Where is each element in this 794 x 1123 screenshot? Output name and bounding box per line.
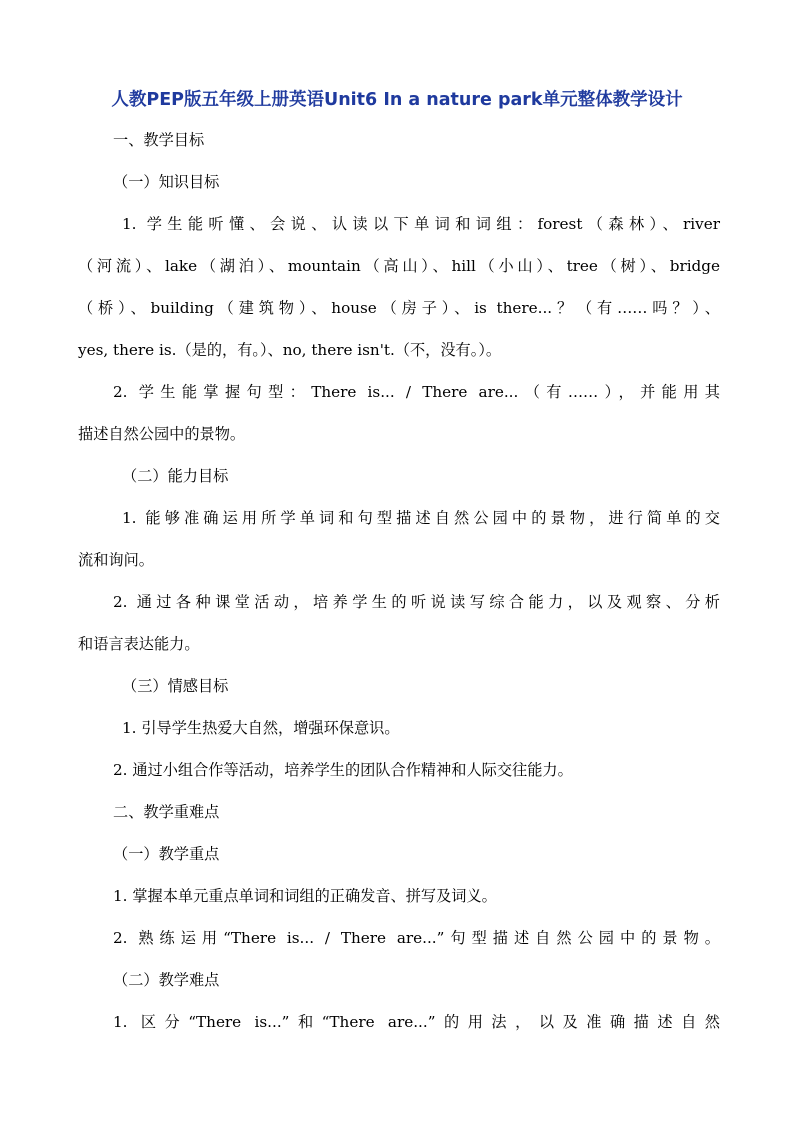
paragraph-line: 2. 通过各种课堂活动，培养学生的听说读写综合能力，以及观察、分析 [113,593,720,611]
section-heading-teaching-goals: 一、教学目标 [113,131,205,149]
paragraph-line: 1. 能够准确运用所学单词和句型描述自然公园中的景物，进行简单的交 [122,509,720,527]
subsection-heading-ability-goals: （二）能力目标 [122,467,229,485]
paragraph-line: （河流）、lake（湖泊）、mountain（高山）、hill（小山）、tree（树）、bridge [78,257,720,275]
section-heading-key-difficult-points: 二、教学重难点 [113,803,220,821]
paragraph-line: 1. 学生能听懂、会说、认读以下单词和词组：forest（森林）、river [122,215,720,233]
paragraph-line: （桥）、building（建筑物）、house（房子）、is there...？（有……吗？）、 [78,299,720,317]
paragraph-line: 和语言表达能力。 [78,635,200,653]
subsection-heading-teaching-difficulties: （二）教学难点 [113,971,220,989]
subsection-heading-emotional-goals: （三）情感目标 [122,677,229,695]
paragraph-line: 流和询问。 [78,551,154,569]
paragraph-line: 描述自然公园中的景物。 [78,425,246,443]
document-title: 人教PEP版五年级上册英语Unit6 In a nature park单元整体教学设计 [111,90,683,110]
paragraph-line: 1. 区分“There is...”和“There are...”的用法，以及准确描述自然 [113,1013,720,1031]
paragraph-line: 2. 学生能掌握句型：There is... / There are...（有……），并能用其 [113,383,720,401]
paragraph-line: 2. 通过小组合作等活动，培养学生的团队合作精神和人际交往能力。 [113,761,573,779]
subsection-heading-teaching-key-points: （一）教学重点 [113,845,220,863]
paragraph-line: yes, there is.（是的，有。）、no, there isn't.（不，没有。）。 [78,341,502,359]
paragraph-line: 1. 引导学生热爱大自然，增强环保意识。 [122,719,400,737]
subsection-heading-knowledge-goals: （一）知识目标 [113,173,220,191]
paragraph-line: 1. 掌握本单元重点单词和词组的正确发音、拼写及词义。 [113,887,497,905]
paragraph-line: 2. 熟练运用“There is... / There are...”句型描述自然公园中的景物。 [113,929,720,947]
